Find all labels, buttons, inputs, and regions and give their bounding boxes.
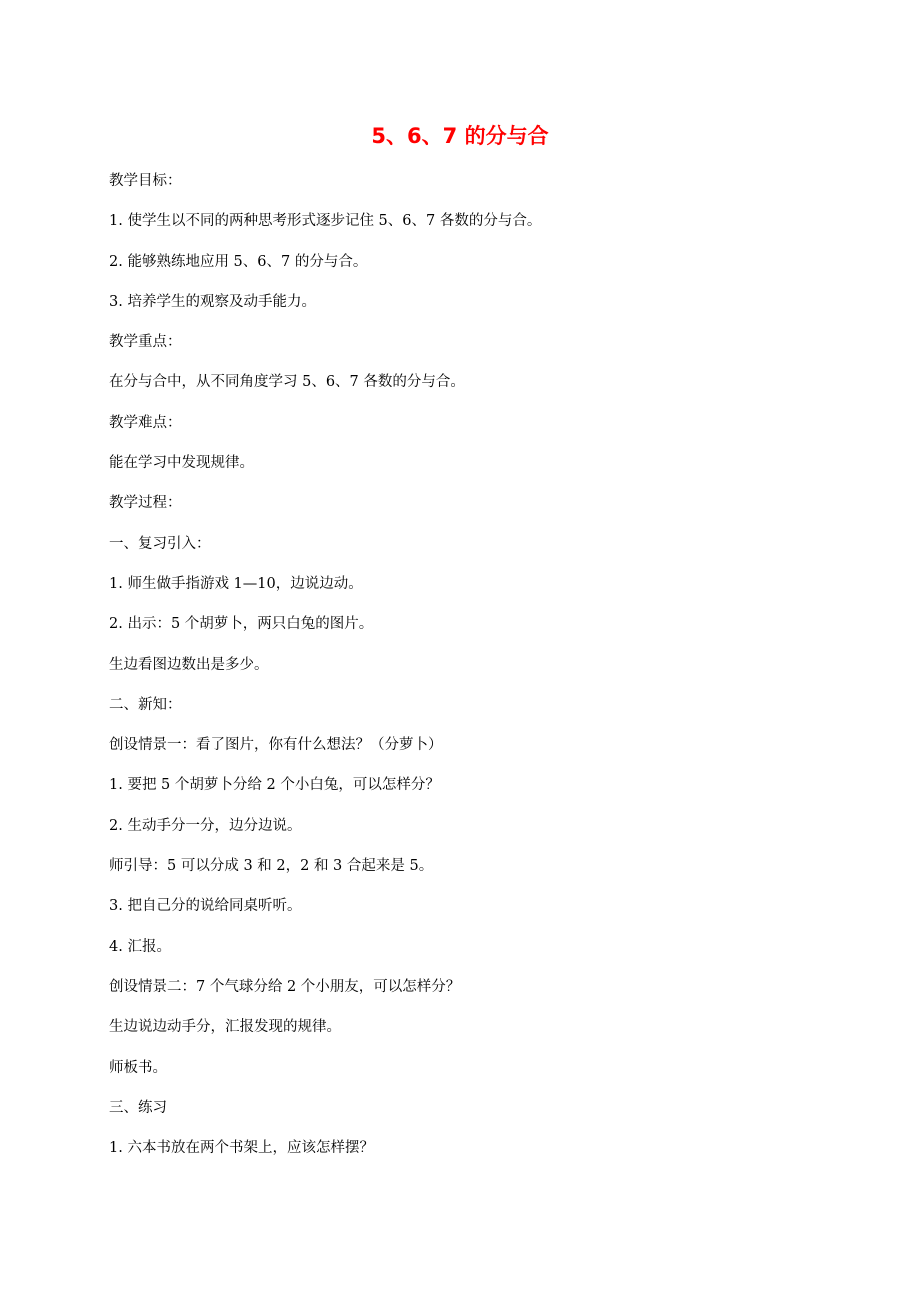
scenario-1: 创设情景一：看了图片，你有什么想法？（分萝卜） bbox=[109, 737, 443, 754]
key-point-text: 在分与合中，从不同角度学习 5、6、7 各数的分与合。 bbox=[109, 374, 465, 391]
teacher-guidance: 师引导：5 可以分成 3 和 2，2 和 3 合起来是 5。 bbox=[109, 858, 434, 875]
objective-3: 3. 培养学生的观察及动手能力。 bbox=[109, 293, 316, 310]
document-body bbox=[109, 168, 809, 1175]
review-step-1: 1. 师生做手指游戏 1—10，边说边动。 bbox=[109, 575, 363, 592]
scenario-1-step-2: 2. 生动手分一分，边分边说。 bbox=[109, 817, 302, 834]
practice-1: 1. 六本书放在两个书架上，应该怎样摆？ bbox=[109, 1140, 374, 1157]
review-note: 生边看图边数出是多少。 bbox=[109, 656, 269, 673]
scenario-1-step-1: 1. 要把 5 个胡萝卜分给 2 个小白兔，可以怎样分？ bbox=[109, 777, 440, 794]
objective-2: 2. 能够熟练地应用 5、6、7 的分与合。 bbox=[109, 253, 368, 270]
section-practice: 三、练习 bbox=[109, 1099, 167, 1116]
heading-difficulties: 教学难点： bbox=[109, 414, 182, 431]
scenario-2: 创设情景二：7 个气球分给 2 个小朋友，可以怎样分？ bbox=[109, 978, 461, 995]
document-title: 5、6、7 的分与合 bbox=[371, 124, 549, 148]
review-step-2: 2. 出示：5 个胡萝卜，两只白兔的图片。 bbox=[109, 616, 374, 633]
scenario-2-note: 生边说边动手分，汇报发现的规律。 bbox=[109, 1019, 341, 1036]
section-new-knowledge: 二、新知： bbox=[109, 696, 182, 713]
heading-process: 教学过程： bbox=[109, 495, 182, 512]
objective-1: 1. 使学生以不同的两种思考形式逐步记住 5、6、7 各数的分与合。 bbox=[109, 213, 542, 230]
teacher-board: 师板书。 bbox=[109, 1059, 167, 1076]
section-review: 一、复习引入： bbox=[109, 535, 211, 552]
difficulty-text: 能在学习中发现规律。 bbox=[109, 455, 254, 472]
heading-objectives: 教学目标： bbox=[109, 173, 182, 189]
scenario-1-step-3: 3. 把自己分的说给同桌听听。 bbox=[109, 898, 302, 915]
heading-key-points: 教学重点： bbox=[109, 334, 182, 351]
scenario-1-step-4: 4. 汇报。 bbox=[109, 938, 171, 955]
